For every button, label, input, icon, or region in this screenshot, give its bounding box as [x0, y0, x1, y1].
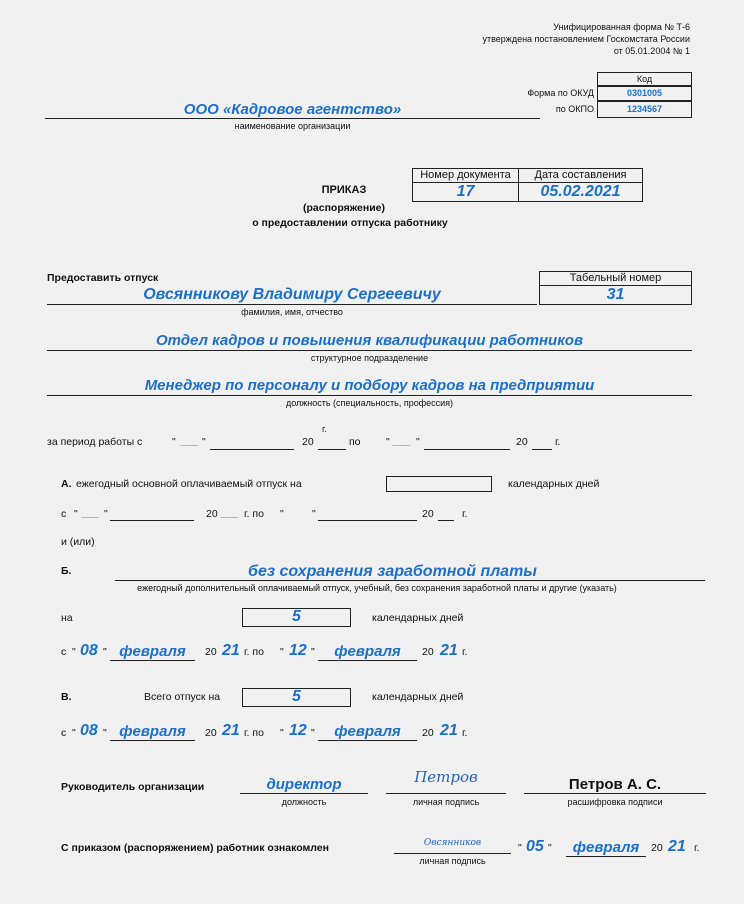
- employee-name-caption: фамилия, имя, отчество: [241, 307, 343, 317]
- form-id-line3: от 05.01.2004 № 1: [613, 46, 690, 56]
- section-v-c: с: [61, 727, 67, 739]
- form-id-line1: Унифицированная форма № Т-6: [553, 22, 690, 32]
- head-position-caption: должность: [281, 797, 327, 807]
- position-line: [47, 395, 692, 396]
- head-name: Петров А. С.: [568, 776, 662, 793]
- ack-month: февраля: [572, 839, 640, 856]
- okud-label: Форма по ОКУД: [527, 88, 594, 98]
- department: Отдел кадров и повышения квалификации работников: [155, 332, 584, 349]
- form-id-line2: утверждена постановлением Госкомстата России: [482, 34, 690, 44]
- section-b-g-po: г. по: [244, 646, 264, 658]
- period-g-dot: г.: [555, 436, 561, 448]
- and-or: и (или): [61, 536, 95, 548]
- section-v-to-month: февраля: [334, 723, 401, 740]
- section-b-c: с: [61, 646, 67, 658]
- section-v-from-month-line: [110, 740, 195, 741]
- okpo-label: по ОКПО: [555, 104, 594, 114]
- section-b-from-year: 21: [222, 642, 240, 659]
- section-v-from-month: февраля: [119, 723, 186, 740]
- section-v-to-month-line: [318, 740, 417, 741]
- section-v-q1: ": [72, 727, 76, 739]
- ack-label: С приказом (распоряжением) работник ознакомлен: [61, 842, 329, 854]
- section-b-to-month: февраля: [334, 643, 401, 660]
- section-v-yr-to: 20: [422, 727, 434, 739]
- section-a-month-to-line: [318, 520, 417, 521]
- period-day-from: ___: [181, 435, 199, 447]
- ack-year: 21: [668, 838, 686, 855]
- ack-q1: ": [518, 842, 522, 854]
- section-v-to-year: 21: [440, 722, 458, 739]
- period-q3: ": [386, 436, 390, 448]
- section-a-yr-to: 20: [422, 508, 434, 520]
- period-year-to-line: [532, 449, 552, 450]
- okud-value: 0301005: [626, 88, 663, 98]
- section-v-letter: В.: [61, 691, 72, 703]
- section-v-to-day: 12: [289, 722, 307, 739]
- section-b-from-month: февраля: [119, 643, 186, 660]
- section-b-days: 5: [292, 608, 301, 625]
- period-year-from-line: [318, 449, 346, 450]
- organization-caption: наименование организации: [234, 121, 351, 131]
- section-a-g-po: г. по: [244, 508, 264, 520]
- period-q2: ": [202, 436, 206, 448]
- head-name-caption: расшифровка подписи: [567, 797, 663, 807]
- period-label: за период работы с: [47, 436, 143, 448]
- section-a-year-from: ___: [221, 507, 239, 519]
- section-v-days: 5: [292, 688, 301, 705]
- section-a-text: ежегодный основной оплачиваемый отпуск на: [76, 478, 302, 490]
- okpo-value: 1234567: [626, 104, 663, 114]
- section-a-q3: ": [280, 508, 284, 520]
- section-a-year-to-line: [438, 520, 454, 521]
- section-a-day-from: ___: [82, 507, 100, 519]
- code-header: Код: [636, 74, 653, 84]
- ack-q2: ": [548, 842, 552, 854]
- ack-g-dot: г.: [694, 842, 700, 854]
- head-name-line: [524, 793, 706, 794]
- section-b-yr-to: 20: [422, 646, 434, 658]
- period-po: по: [349, 436, 361, 448]
- section-a-c: с: [61, 508, 67, 520]
- organization-line: [45, 118, 540, 119]
- section-b-line: [115, 580, 705, 581]
- order-about: о предоставлении отпуска работнику: [252, 217, 448, 229]
- doc-number-value: 17: [456, 183, 475, 200]
- section-b-q1: ": [72, 646, 76, 658]
- period-month-to-line: [424, 449, 510, 450]
- section-b-type: без сохранения заработной платы: [248, 563, 537, 580]
- section-v-yr-from: 20: [205, 727, 217, 739]
- head-signature: Петров: [414, 768, 478, 786]
- section-a-letter: А.: [61, 478, 72, 490]
- grant-label: Предоставить отпуск: [47, 272, 159, 284]
- doc-date-value: 05.02.2021: [540, 183, 621, 200]
- employee-signature-line: [394, 853, 511, 854]
- period-g-top: г.: [322, 424, 327, 434]
- section-v-from-day: 08: [80, 722, 98, 739]
- section-b-from-day: 08: [80, 642, 98, 659]
- head-signature-line: [386, 793, 506, 794]
- section-b-q4: ": [311, 646, 315, 658]
- period-q1: ": [172, 436, 176, 448]
- section-v-g-dot: г.: [462, 727, 468, 739]
- employee-name: Овсянникову Владимиру Сергеевичу: [143, 286, 441, 303]
- period-day-to: ___: [393, 435, 411, 447]
- ack-day: 05: [526, 838, 544, 855]
- section-b-to-month-line: [318, 660, 417, 661]
- section-b-to-day: 12: [289, 642, 307, 659]
- section-v-days-label: календарных дней: [372, 691, 464, 703]
- section-a-g-dot: г.: [462, 508, 468, 520]
- section-b-days-label: календарных дней: [372, 612, 464, 624]
- department-caption: структурное подразделение: [310, 353, 429, 363]
- section-v-q4: ": [311, 727, 315, 739]
- section-b-q3: ": [280, 646, 284, 658]
- section-a-q1: ": [74, 508, 78, 520]
- employee-signature: Овсянников: [423, 838, 482, 848]
- section-b-yr-from: 20: [205, 646, 217, 658]
- department-line: [47, 350, 692, 351]
- employee-signature-caption: личная подпись: [419, 856, 486, 866]
- section-a-q4: ": [312, 508, 316, 520]
- section-b-letter: Б.: [61, 565, 72, 577]
- ack-yr: 20: [651, 842, 663, 854]
- tab-number: 31: [606, 286, 625, 303]
- tab-label: Табельный номер: [569, 272, 662, 284]
- section-b-from-month-line: [110, 660, 195, 661]
- doc-date-label: Дата составления: [534, 169, 627, 181]
- section-v-g-po: г. по: [244, 727, 264, 739]
- section-b-caption: ежегодный дополнительный оплачиваемый отпуск, учебный, без сохранения заработной платы и другие (указать): [137, 583, 617, 593]
- position-caption: должность (специальность, профессия): [285, 398, 454, 408]
- head-position-line: [240, 793, 368, 794]
- order-title: ПРИКАЗ: [321, 184, 367, 196]
- section-v-from-year: 21: [222, 722, 240, 739]
- position: Менеджер по персоналу и подбору кадров на предприятии: [144, 377, 595, 394]
- period-yr-to: 20: [516, 436, 528, 448]
- order-subtitle: (распоряжение): [302, 202, 386, 214]
- doc-number-label: Номер документа: [420, 169, 511, 181]
- head-label: Руководитель организации: [61, 781, 205, 793]
- section-v-q3: ": [280, 727, 284, 739]
- section-b-na: на: [61, 612, 73, 624]
- period-month-from-line: [210, 449, 294, 450]
- period-yr-from: 20: [302, 436, 314, 448]
- head-position: директор: [266, 776, 342, 793]
- section-a-yr-from: 20: [206, 508, 218, 520]
- section-v-q2: ": [103, 727, 107, 739]
- organization-name: ООО «Кадровое агентство»: [183, 101, 402, 118]
- section-a-days-label: календарных дней: [508, 478, 600, 490]
- section-b-g-dot: г.: [462, 646, 468, 658]
- period-q4: ": [416, 436, 420, 448]
- head-signature-caption: личная подпись: [412, 797, 480, 807]
- ack-month-line: [566, 856, 646, 857]
- section-v-text: Всего отпуск на: [144, 691, 221, 703]
- employee-name-line: [47, 304, 537, 305]
- section-a-month-from-line: [110, 520, 194, 521]
- section-a-q2: ": [104, 508, 108, 520]
- section-b-to-year: 21: [440, 642, 458, 659]
- section-b-q2: ": [103, 646, 107, 658]
- section-a-days-box: [386, 476, 492, 492]
